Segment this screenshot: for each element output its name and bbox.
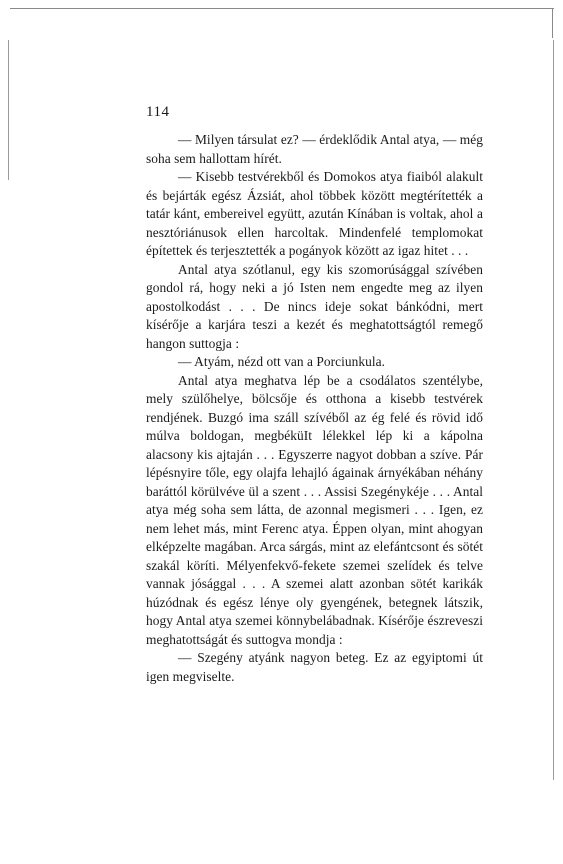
scan-border-left — [8, 40, 9, 180]
paragraph-dialogue-3: — Atyám, nézd ott van a Porciunkula. — [178, 354, 386, 369]
paragraph-dialogue-4: — Szegény atyánk nagyon beteg. Ez az egyiptomi út igen megviselte. — [146, 650, 483, 684]
page-number: 114 — [146, 104, 170, 120]
paragraph-dialogue-2: — Kisebb testvérekből és Domokos atya fiaiból alakult és bejárták egész Ázsiát, ahol többek között megtérítették a tatár kánt, embereivel együtt, azután Kínában is voltak, ahol a nesztóriánusok ellen harcoltak. Mindenfelé templomokat építettek és terjesztették a pogányok között az igaz hitet . . . — [146, 169, 483, 258]
paragraph-narrative-1: Antal atya szótlanul, egy kis szomorúsággal szívében gondol rá, hogy neki a jó Isten nem engedte meg az ilyen apostolkodást . . . De nincs ideje sokat bánkódni, mert kísérője a karjára teszi a kezét és meghatottságtól remegő hangon suttogja : — [146, 261, 483, 351]
body-text — [146, 131, 483, 686]
scan-border-top — [10, 8, 554, 9]
scan-border-corner — [552, 8, 553, 38]
paragraph-dialogue-1: — Milyen társulat ez? — érdeklődik Antal atya, — még soha sem hallottam hírét. — [146, 132, 483, 166]
scan-border-right — [553, 40, 554, 780]
paragraph-narrative-2: Antal atya meghatva lép be a csodálatos szentélybe, mely szülőhelye, bölcsője és otthona a kisebb testvérek rendjének. Buzgó ima száll szívéből az ég felé és rövid idő múlva boldogan, megbéküIt lélekkel lép ki a kápolna alacsony kis ajtaján . . . Egyszerre nagyot dobban a szíve. Pár lépésnyire tőle, egy olajfa lehajló ágainak árnyékában néhány baráttól körülvéve ül a szent . . . Assisi Szegénykéje . . . Antal atya még soha sem látta, de azonnal megismeri . . . Igen, ez nem lehet más, mint Ferenc atya. Éppen olyan, mint ahogyan elképzelte magában. Arca sárgás, mint az elefántcsont és sötét szakál köríti. Mélyenfekvő-fekete szemei szelídek és telve vannak jósággal . . . A szemei alatt azonban sötét karikák húzódnak és egész lénye oly gyengének, betegnek látszik, hogy Antal atya szemei könnybelábadnak. Kísérője észreveszi meghatottságát és suttogva mondja : — [146, 372, 483, 647]
